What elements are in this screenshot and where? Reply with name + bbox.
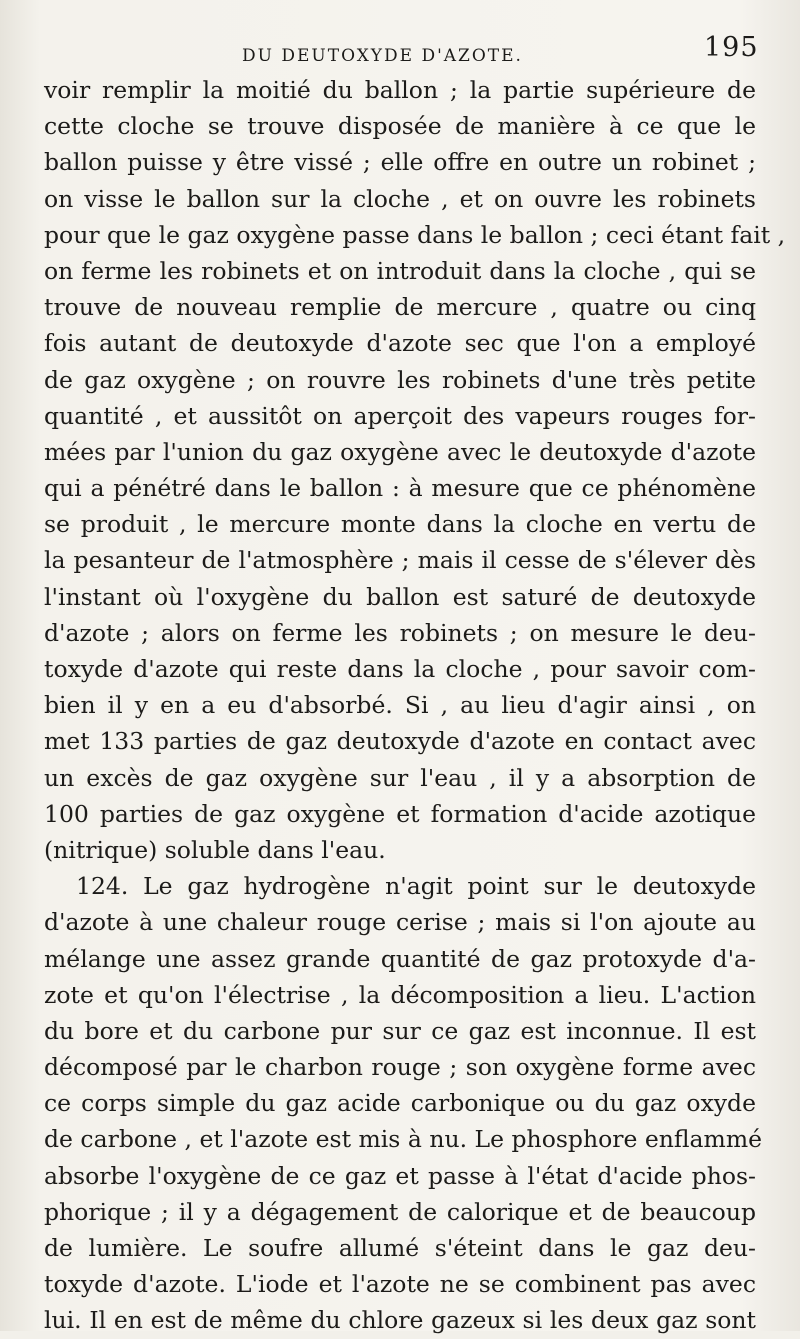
text-line: un excès de gaz oxygène sur l'eau , il y a absorption de bbox=[44, 763, 756, 792]
text-line: 100 parties de gaz oxygène et formation d'acide azotique bbox=[44, 799, 756, 828]
text-line: de lumière. Le soufre allumé s'éteint dans le gaz deu- bbox=[44, 1234, 756, 1262]
text-line: met 133 parties de gaz deutoxyde d'azote en contact avec bbox=[44, 727, 756, 756]
text-line: cette cloche se trouve disposée de manière à ce que le bbox=[44, 112, 756, 141]
text-line: ce corps simple du gaz acide carbonique ou du gaz oxyde bbox=[44, 1089, 756, 1118]
text-line: on ferme les robinets et on introduit dans la cloche , qui se bbox=[44, 256, 756, 285]
text-line: l'instant où l'oxygène du ballon est saturé de deutoxyde bbox=[44, 582, 756, 611]
text-line: on visse le ballon sur la cloche , et on ouvre les robinets bbox=[44, 184, 756, 213]
text-line: voir remplir la moitié du ballon ; la partie supérieure de bbox=[44, 76, 756, 104]
text-line: d'azote ; alors on ferme les robinets ; on mesure le deu- bbox=[44, 618, 756, 647]
text-line: ballon puisse y être vissé ; elle offre en outre un robinet ; bbox=[44, 148, 756, 177]
text-line: du bore et du carbone pur sur ce gaz est inconnue. Il est bbox=[44, 1016, 756, 1045]
text-line: toxyde d'azote qui reste dans la cloche , pour savoir com- bbox=[44, 655, 756, 683]
text-line: toxyde d'azote. L'iode et l'azote ne se combinent pas avec bbox=[44, 1270, 756, 1299]
text-line: quantité , et aussitôt on aperçoit des vapeurs rouges for- bbox=[44, 401, 756, 430]
text-line: qui a pénétré dans le ballon : à mesure que ce phénomène bbox=[44, 474, 756, 503]
text-line: pour que le gaz oxygène passe dans le ballon ; ceci étant fait , bbox=[44, 220, 786, 249]
text-line: lui. Il en est de même du chlore gazeux si les deux gaz sont bbox=[44, 1306, 756, 1335]
text-line: bien il y en a eu d'absorbé. Si , au lieu d'agir ainsi , on bbox=[44, 691, 756, 720]
body-text bbox=[44, 72, 786, 1339]
text-line: zote et qu'on l'électrise , la décomposition a lieu. L'action bbox=[44, 980, 756, 1009]
text-line: trouve de nouveau remplie de mercure , quatre ou cinq bbox=[44, 293, 756, 322]
text-line: mées par l'union du gaz oxygène avec le deutoxyde d'azote bbox=[44, 437, 756, 466]
text-line: d'azote à une chaleur rouge cerise ; mais si l'on ajoute au bbox=[44, 908, 756, 937]
text-line: de gaz oxygène ; on rouvre les robinets d'une très petite bbox=[44, 365, 756, 394]
page-header bbox=[0, 32, 800, 72]
section-124-start-line: 124. Le gaz hydrogène n'agit point sur le deutoxyde bbox=[76, 872, 756, 901]
page-number: 195 bbox=[704, 32, 759, 63]
running-title: DU DEUTOXYDE D'AZOTE. bbox=[242, 46, 523, 66]
text-line: fois autant de deutoxyde d'azote sec que l'on a employé bbox=[44, 329, 756, 358]
text-line: se produit , le mercure monte dans la cloche en vertu de bbox=[44, 510, 756, 539]
text-line: phorique ; il y a dégagement de calorique et de beaucoup bbox=[44, 1197, 756, 1226]
text-line: la pesanteur de l'atmosphère ; mais il cesse de s'élever dès bbox=[44, 546, 756, 575]
paragraph-end-line: (nitrique) soluble dans l'eau. bbox=[44, 835, 386, 864]
text-line: mélange une assez grande quantité de gaz protoxyde d'a- bbox=[44, 944, 756, 973]
text-line: absorbe l'oxygène de ce gaz et passe à l'état d'acide phos- bbox=[44, 1161, 756, 1190]
text-line: décomposé par le charbon rouge ; son oxygène forme avec bbox=[44, 1053, 756, 1082]
text-line: de carbone , et l'azote est mis à nu. Le phosphore enflammé bbox=[44, 1125, 763, 1154]
